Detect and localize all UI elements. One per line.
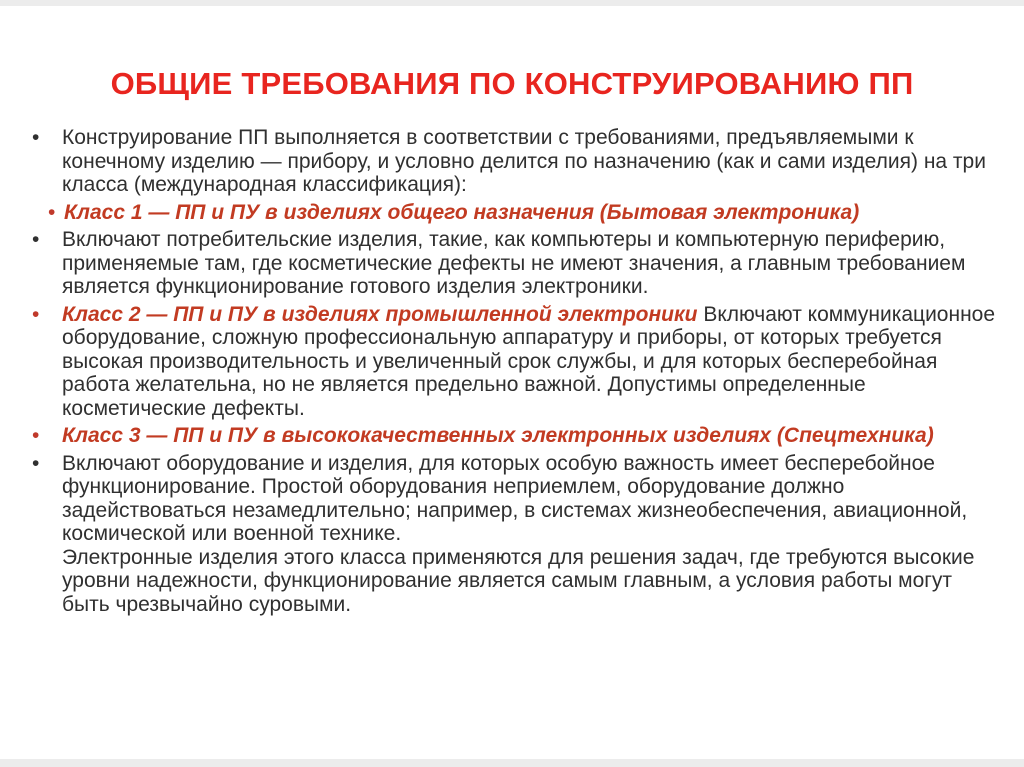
class2-text: Включают коммуникационное оборудование, сложную профессиональную аппаратуру и приборы, от которых требуется высокая производительность и увеличенный срок службы, и для которых бесперебойная работа желательна, но не является предельно важной. Допустимы определенные косметические дефекты. — [62, 302, 996, 420]
class1-text: Включают потребительские изделия, такие, как компьютеры и компьютерную периферию, применяемые там, где косметические дефекты не имеют значения, а главным требованием является функционирование готового изделия электроники. — [62, 228, 966, 298]
class2-heading: Класс 2 — ПП и ПУ в изделиях промышленной электроники — [62, 302, 698, 326]
class1-heading: Класс 1 — ПП и ПУ в изделиях общего назначения (Бытовая электроника) — [64, 200, 860, 224]
bullet-icon: • — [48, 200, 56, 224]
class3-heading: Класс 3 — ПП и ПУ в высококачественных электронных изделиях (Спецтехника) — [62, 424, 934, 447]
list-item-class1-text — [30, 228, 1000, 299]
bullet-icon: • — [32, 302, 40, 326]
bullet-icon: • — [32, 424, 40, 447]
bullet-icon: • — [32, 451, 40, 475]
page-title: ОБЩИЕ ТРЕБОВАНИЯ ПО КОНСТРУИРОВАНИЮ ПП — [110, 66, 914, 101]
list-item-class1-heading — [30, 201, 1000, 225]
class3-text-1: Включают оборудование и изделия, для которых особую важность имеет бесперебойное функционирование. Простой оборудования неприемлем, оборудование должно задействоваться незамедлительно; например, в системах жизнеобеспечения, авиационной, космической или военной технике. — [62, 451, 968, 545]
bullet-icon: • — [32, 228, 40, 251]
class3-text-2: Электронные изделия этого класса применяются для решения задач, где требуются высокие уровни надежности, функционирование является самым главным, а условия работы могут быть чрезвычайно суровыми. — [62, 545, 975, 616]
list-item-class2 — [30, 303, 1000, 421]
content-list — [30, 126, 1000, 620]
list-item-intro — [30, 126, 1000, 197]
list-item-class3-heading — [30, 424, 1000, 448]
bullet-icon: • — [32, 126, 40, 149]
list-item-class3-text — [30, 452, 1000, 617]
intro-text: Конструирование ПП выполняется в соответствии с требованиями, предъявляемыми к конечному изделию — прибору, и условно делится по назначению (как и сами изделия) на три класса (международная классификация): — [62, 126, 986, 196]
